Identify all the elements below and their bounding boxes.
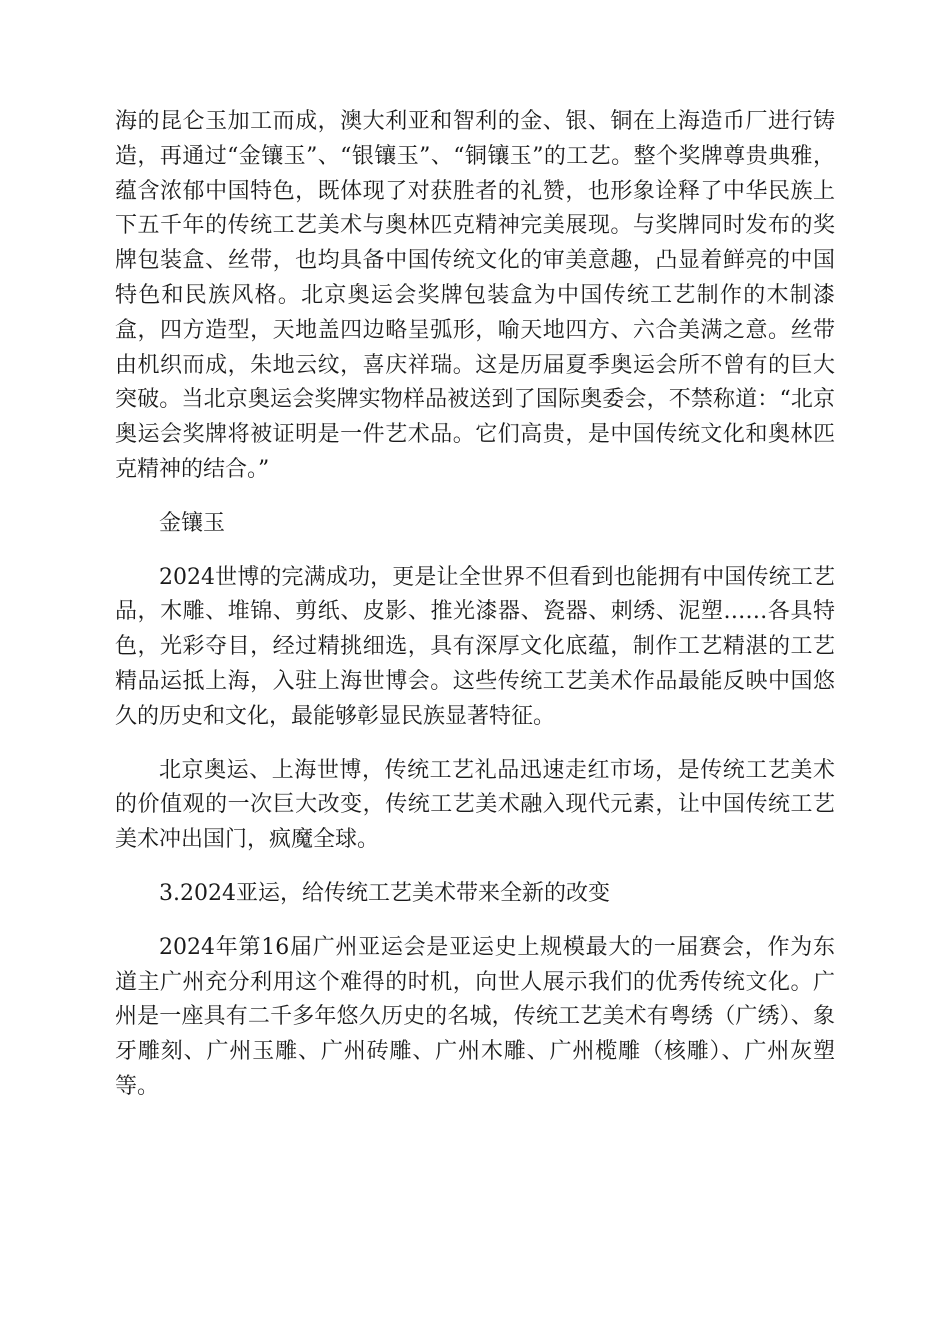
paragraph-olympics-expo: 北京奥运、上海世博，传统工艺礼品迅速走红市场，是传统工艺美术的价值观的一次巨大改变，传统工艺美术融入现代元素，让中国传统工艺美术冲出国门，疯魔全球。 <box>115 757 835 853</box>
paragraph-guangzhou-asian-games: 2024年第16届广州亚运会是亚运史上规模最大的一届赛会，作为东道主广州充分利用这个难得的时机，向世人展示我们的优秀传统文化。广州是一座具有二千多年悠久历史的名城，传统工艺美术有粤绣（广绣）、象牙雕刻、广州玉雕、广州砖雕、广州木雕、广州榄雕（核雕）、广州灰塑等。 <box>115 934 836 1099</box>
paragraph-heading-jin-xiang-yu: 金镶玉 <box>159 510 226 536</box>
section-heading-asian-games: 3.2024亚运，给传统工艺美术带来全新的改变 <box>159 880 610 906</box>
document-body <box>115 105 835 1124</box>
paragraph-expo: 2024世博的完满成功，更是让全世界不但看到也能拥有中国传统工艺品，木雕、堆锦、剪纸、皮影、推光漆器、瓷器、刺绣、泥塑……各具特色，光彩夺目，经过精挑细选，具有深厚文化底蕴，制作工艺精湛的工艺精品运抵上海，入驻上海世博会。这些传统工艺美术作品最能反映中国悠久的历史和文化，最能够彰显民族显著特征。 <box>115 564 835 729</box>
paragraph-medal-description: 海的昆仑玉加工而成，澳大利亚和智利的金、银、铜在上海造币厂进行铸造，再通过“金镶玉”、“银镶玉”、“铜镶玉”的工艺。整个奖牌尊贵典雅，蕴含浓郁中国特色，既体现了对获胜者的礼赞，也形象诠释了中华民族上下五千年的传统工艺美术与奥林匹克精神完美展现。与奖牌同时发布的奖牌包装盒、丝带，也均具备中国传统文化的审美意趣，凸显着鲜亮的中国特色和民族风格。北京奥运会奖牌包装盒为中国传统工艺制作的木制漆盒，四方造型，天地盖四边略呈弧形，喻天地四方、六合美满之意。丝带由机织而成，朱地云纹，喜庆祥瑞。这是历届夏季奥运会所不曾有的巨大突破。当北京奥运会奖牌实物样品被送到了国际奥委会，不禁称道：“北京奥运会奖牌将被证明是一件艺术品。它们高贵，是中国传统文化和奥林匹克精神的结合。” <box>115 109 835 482</box>
